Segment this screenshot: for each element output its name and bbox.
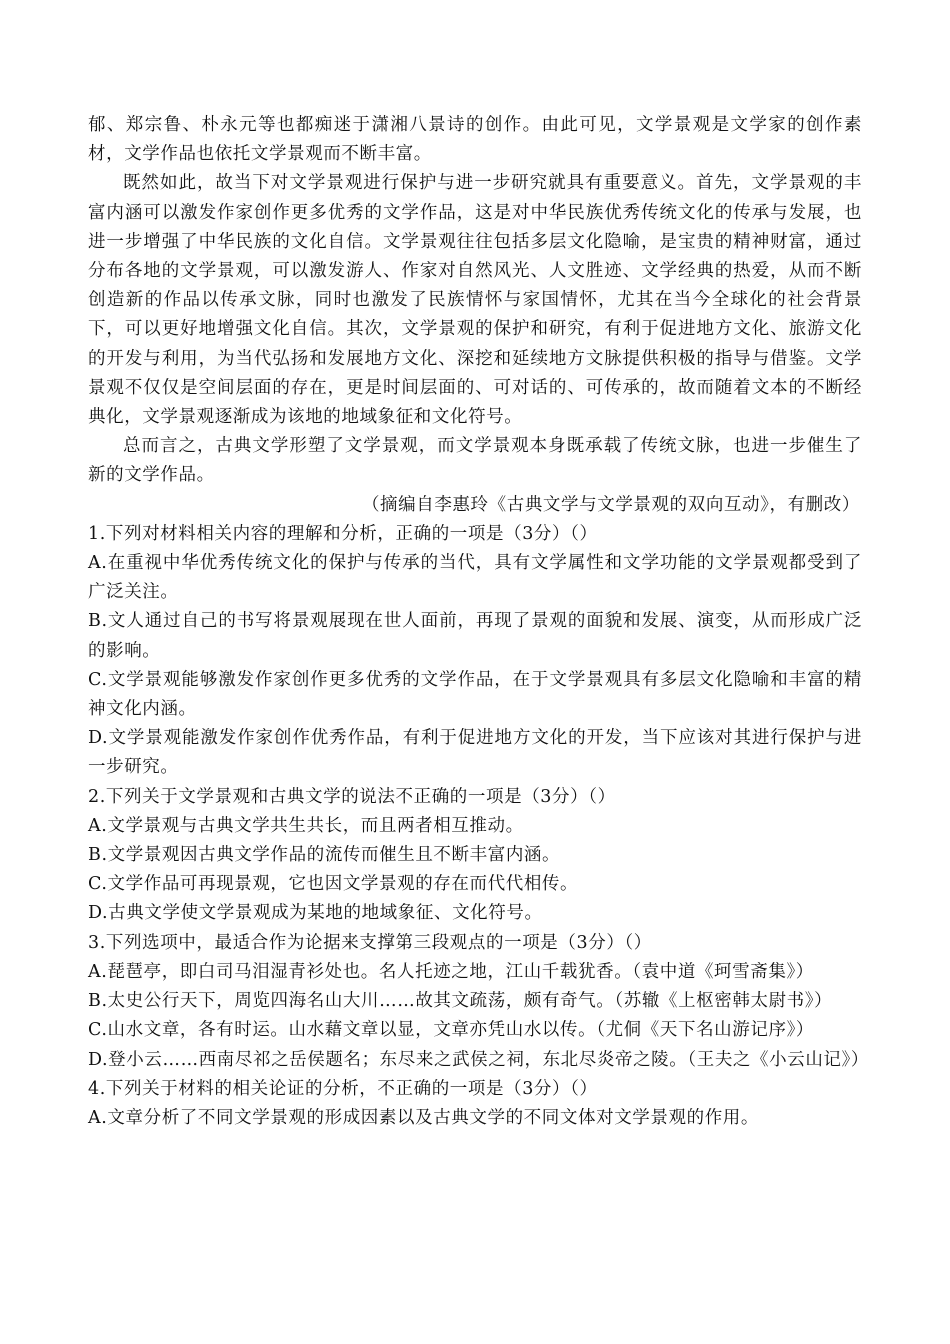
option-a: A.文学景观与古典文学共生共长，而且两者相互推动。 — [88, 815, 524, 836]
option-c: C.文学景观能够激发作家创作更多优秀的文学作品，在于文学景观具有多层文化隐喻和丰富的精神文化内涵。 — [88, 669, 862, 720]
passage-paragraph-3: 总而言之，古典文学形塑了文学景观，而文学景观本身既承载了传统文脉，也进一步催生了新的文学作品。 — [88, 436, 862, 486]
passage-paragraph-1: 郁、郑宗鲁、朴永元等也都痴迷于潇湘八景诗的创作。由此可见，文学景观是文学家的创作素材，文学作品也依托文学景观而不断丰富。 — [88, 115, 862, 165]
option-a: A.琵琶亭，即白司马泪湿青衫处也。名人托迹之地，江山千载犹香。（袁中道《珂雪斋集》） — [88, 961, 814, 982]
option-d: D.登小云……西南尽祁之岳侯题名；东尽来之武侯之祠，东北尽炎帝之陵。（王夫之《小云山记》） — [88, 1049, 869, 1070]
option-d: D.文学景观能激发作家创作优秀作品，有利于促进地方文化的开发，当下应该对其进行保护与进一步研究。 — [88, 728, 862, 778]
question-stem: 4.下列关于材料的相关论证的分析，不正确的一项是（3分）（） — [88, 1078, 598, 1099]
option-c: C.文学作品可再现景观，它也因文学景观的存在而代代相传。 — [88, 874, 579, 895]
exam-page — [88, 111, 869, 1133]
option-b: B.文学景观因古典文学作品的流传而催生且不断丰富内涵。 — [88, 845, 561, 866]
question-3 — [88, 929, 869, 1075]
question-stem: 1.下列对材料相关内容的理解和分析，正确的一项是（3分）（） — [88, 523, 598, 544]
option-d: D.古典文学使文学景观成为某地的地域象征、文化符号。 — [88, 903, 543, 924]
option-b: B.太史公行天下，周览四海名山大川……故其文疏荡，颇有奇气。（苏辙《上枢密韩太尉书》） — [88, 991, 833, 1012]
question-stem: 3.下列选项中，最适合作为论据来支撑第三段观点的一项是（3分）（） — [88, 932, 652, 953]
question-stem: 2.下列关于文学景观和古典文学的说法不正确的一项是（3分）（） — [88, 786, 616, 807]
question-1 — [88, 520, 862, 783]
option-a: A.在重视中华优秀传统文化的保护与传承的当代，具有文学属性和文学功能的文学景观都受到了广泛关注。 — [88, 553, 862, 603]
option-c: C.山水文章，各有时运。山水藉文章以显，文章亦凭山水以传。（尤侗《天下名山游记序》） — [88, 1020, 815, 1041]
question-4 — [88, 1075, 862, 1133]
passage-source: （摘编自李惠玲《古典文学与文学景观的双向互动》，有删改） — [361, 494, 860, 515]
question-2 — [88, 783, 862, 929]
option-a: A.文章分析了不同文学景观的形成因素以及古典文学的不同文体对文学景观的作用。 — [88, 1107, 759, 1128]
passage-paragraph-2: 既然如此，故当下对文学景观进行保护与进一步研究就具有重要意义。首先，文学景观的丰富内涵可以激发作家创作更多优秀的文学作品，这是对中华民族优秀传统文化的传承与发展，也进一步增强了中华民族的文化自信。文学景观往往包括多层文化隐喻，是宝贵的精神财富，通过分布各地的文学景观，可以激发游人、作家对自然风光、人文胜迹、文学经典的热爱，从而不断创造新的作品以传承文脉，同时也激发了民族情怀与家国情怀，尤其在当今全球化的社会背景下，可以更好地增强文化自信。其次，文学景观的保护和研究，有利于促进地方文化、旅游文化的开发与利用，为当代弘扬和发展地方文化、深挖和延续地方文脉提供积极的指导与借鉴。文学景观不仅仅是空间层面的存在，更是时间层面的、可对话的、可传承的，故而随着文本的不断经典化，文学景观逐渐成为该地的地域象征和文化符号。 — [88, 173, 862, 428]
option-b: B.文人通过自己的书写将景观展现在世人面前，再现了景观的面貌和发展、演变，从而形成广泛的影响。 — [88, 611, 862, 661]
